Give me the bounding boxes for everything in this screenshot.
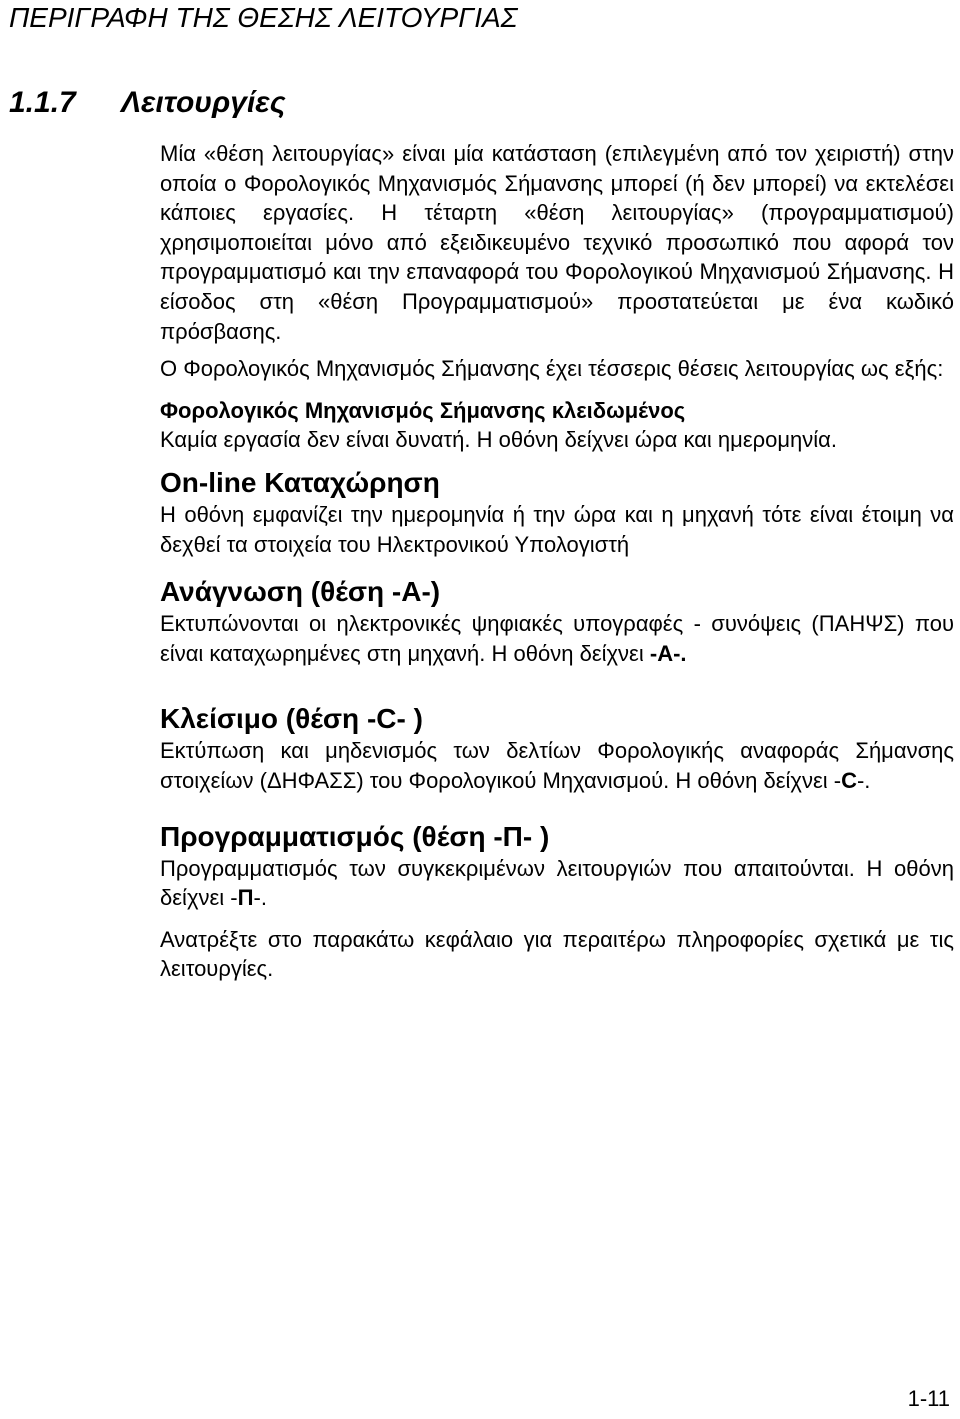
footer-note: Ανατρέξτε στο παρακάτω κεφάλαιο για περαιτέρω πληροφορίες σχετικά με τις λειτουργίες. [160, 926, 954, 982]
intro-paragraph: Μία «θέση λειτουργίας» είναι μία κατάσταση (επιλεγμένη από τον χειριστή) στην οποία ο Φορολογικός Μηχανισμός Σήμανσης μπορεί (ή δεν μπορεί) να εκτελέσει κάποιες εργασίες. Η τέταρτη «θέση λειτουργίας» (προγραμματισμού) χρησιμοποιείται μόνο από εξειδικευμένο τεχνικό προσωπικό που αφορά τον προγραμματισμό και την επαναφορά του Φορολογικού Μηχανισμού Σήμανσης. Η είσοδος στη «θέση Προγραμματισμού» προστατεύεται με ένα κωδικό πρόσβασης. [160, 141, 954, 344]
mode-close-description: Εκτύπωση και μηδενισμός των δελτίων Φορολογικής αναφοράς Σήμανσης στοιχείων (ΔΗΦΑΣΣ) του Φορολογικού Μηχανισμού. Η οθόνη δείχνει - [160, 738, 954, 793]
document-body [160, 139, 954, 984]
modes-intro-paragraph: Ο Φορολογικός Μηχανισμός Σήμανσης έχει τέσσερις θέσεις λειτουργίας ως εξής: [160, 356, 944, 382]
page-header-title: ΠΕΡΙΓΡΑΦΗ ΤΗΣ ΘΕΣΗΣ ΛΕΙΤΟΥΡΓΙΑΣ [9, 2, 518, 33]
page-number: 1-11 [907, 1386, 950, 1411]
mode-close-title: Κλείσιμο (θέση -C- ) [160, 703, 423, 735]
section-number: 1.1.7 [9, 86, 76, 119]
mode-online-title: On-line Καταχώρηση [160, 466, 440, 498]
mode-close-display-code: C [841, 767, 857, 793]
mode-program-title: Προγραμματισμός (θέση -Π- ) [160, 820, 550, 852]
mode-close-suffix: -. [856, 767, 871, 793]
mode-locked-title: Φορολογικός Μηχανισμός Σήμανσης κλειδωμένος [160, 397, 686, 423]
mode-program-suffix: -. [253, 885, 267, 911]
mode-read-display-code: -Α-. [649, 640, 687, 666]
mode-program-description: Προγραμματισμός των συγκεκριμένων λειτουργιών που απαιτούνται. Η οθόνη δείχνει - [160, 855, 954, 911]
section-title: Λειτουργίες [121, 86, 286, 119]
mode-program-display-code: Π [237, 885, 254, 911]
mode-close-text [160, 736, 954, 795]
mode-read-text [160, 609, 954, 668]
mode-read-title: Ανάγνωση (θέση -Α-) [160, 576, 441, 608]
mode-program-text [160, 854, 954, 913]
section-heading [9, 86, 286, 120]
mode-read-description: Εκτυπώνονται οι ηλεκτρονικές ψηφιακές υπογραφές - συνόψεις (ΠΑΗΨΣ) που είναι καταχωρημένες στη μηχανή. Η οθόνη δείχνει [160, 611, 954, 666]
mode-locked-text: Καμία εργασία δεν είναι δυνατή. Η οθόνη δείχνει ώρα και ημερομηνία. [160, 427, 838, 453]
mode-online-text: Η οθόνη εμφανίζει την ημερομηνία ή την ώρα και η μηχανή τότε είναι έτοιμη να δεχθεί τα στοιχεία του Ηλεκτρονικού Υπολογιστή [160, 501, 954, 557]
